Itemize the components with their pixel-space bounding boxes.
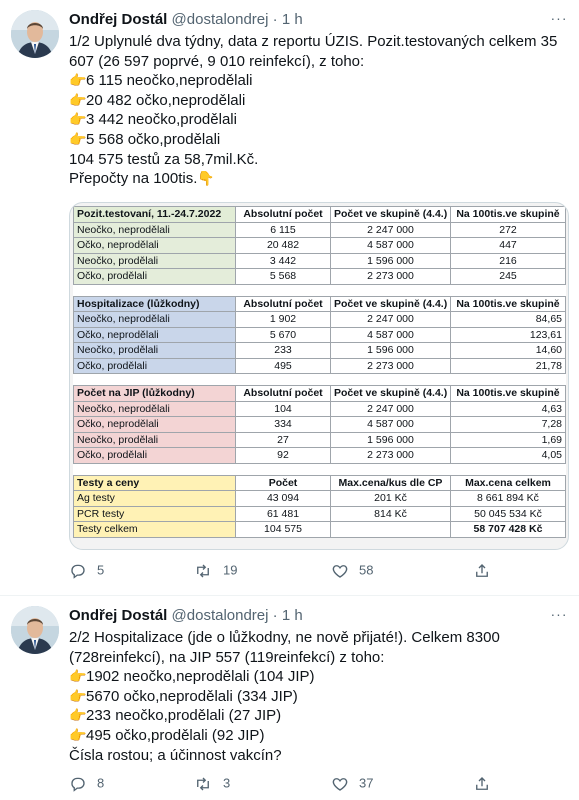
table-cell: 216 [451, 253, 566, 269]
table-cell: 92 [236, 448, 331, 464]
heart-icon [331, 775, 349, 793]
list-item [69, 706, 569, 726]
like-count: 58 [359, 562, 374, 578]
table-header-row [74, 475, 566, 491]
tweet-actions [69, 773, 499, 793]
table-header-row [74, 296, 566, 312]
header-separator: · [272, 11, 278, 28]
tweet-body [69, 10, 569, 189]
reply-button[interactable] [69, 773, 104, 793]
reply-button[interactable] [69, 560, 104, 580]
like-count: 37 [359, 775, 374, 791]
table-cell: 2 273 000 [331, 269, 451, 285]
table-cell: 8 661 894 Kč [451, 491, 566, 507]
table-cell: Neočko, prodělali [74, 343, 236, 359]
tweet-time[interactable]: 1 h [281, 607, 303, 624]
table-cell: 58 707 428 Kč [451, 522, 566, 538]
table-cell: Max.cena celkem [451, 475, 566, 491]
table-row [74, 269, 566, 285]
like-button[interactable] [331, 560, 373, 580]
list-item-text: 5 568 očko,prodělali [86, 130, 221, 148]
table-cell: 3 442 [236, 253, 331, 269]
tweet-text [69, 32, 569, 189]
pointing-hand-icon: 👉 [69, 72, 87, 89]
list-item [69, 71, 569, 91]
table-cell: 245 [451, 269, 566, 285]
table-cell: 14,60 [451, 343, 566, 359]
table-cell: 4 587 000 [331, 417, 451, 433]
table-cell: 104 575 [236, 522, 331, 538]
list-item [69, 667, 569, 687]
share-button[interactable] [473, 560, 501, 580]
table-cell: 50 045 534 Kč [451, 506, 566, 522]
table-spacer-row [74, 463, 566, 475]
reply-count: 5 [97, 562, 105, 578]
like-button[interactable] [331, 773, 373, 793]
pointing-hand-icon: 👉 [69, 726, 87, 743]
retweet-button[interactable] [193, 560, 237, 580]
table-cell: Absolutní počet [236, 296, 331, 312]
table-cell: 1,69 [451, 432, 566, 448]
table-cell: Ag testy [74, 491, 236, 507]
table-cell: 2 273 000 [331, 358, 451, 374]
list-item [69, 687, 569, 707]
table-cell: 1 902 [236, 312, 331, 328]
pointing-hand-icon: 👉 [69, 130, 87, 147]
table-cell: 20 482 [236, 238, 331, 254]
text-line: 104 575 testů za 58,7mil.Kč. [69, 150, 259, 168]
table-cell: 6 115 [236, 222, 331, 238]
list-item [69, 130, 569, 150]
list-item-text: 495 očko,prodělali (92 JIP) [86, 726, 265, 744]
table-cell: Očko, prodělali [74, 358, 236, 374]
pointing-hand-icon: 👉 [69, 707, 87, 724]
table-cell: Počet ve skupině (4.4.) [331, 386, 451, 402]
table-cell: Počet ve skupině (4.4.) [331, 207, 451, 223]
share-icon [473, 775, 491, 793]
table-cell: Očko, prodělali [74, 448, 236, 464]
table-cell: 1 596 000 [331, 253, 451, 269]
table-spacer-row [74, 374, 566, 386]
tweet-header [69, 606, 569, 626]
list-item-text: 233 neočko,prodělali (27 JIP) [86, 707, 282, 725]
table-cell: 2 247 000 [331, 312, 451, 328]
header-separator: · [272, 607, 278, 624]
table-cell: 4,63 [451, 401, 566, 417]
share-button[interactable] [473, 773, 501, 793]
tweet-image[interactable] [69, 202, 569, 550]
tweet-body [69, 606, 569, 765]
tweet-2[interactable] [0, 596, 579, 800]
table-cell: 27 [236, 432, 331, 448]
table-cell: Neočko, neprodělali [74, 401, 236, 417]
table-cell: 123,61 [451, 327, 566, 343]
table-cell: 334 [236, 417, 331, 433]
table-cell: Očko, neprodělali [74, 238, 236, 254]
table-cell: Pozit.testovaní, 11.-24.7.2022 [74, 207, 236, 223]
table-cell: 5 568 [236, 269, 331, 285]
text-line [69, 169, 569, 189]
tweet-actions [69, 560, 499, 580]
heart-icon [331, 562, 349, 580]
pointing-hand-icon: 👉 [69, 91, 87, 108]
table-cell: Počet ve skupině (4.4.) [331, 296, 451, 312]
table-cell: Počet [236, 475, 331, 491]
more-options-icon[interactable]: ··· [550, 606, 568, 622]
list-item-text: 5670 očko,neprodělali (334 JIP) [86, 687, 298, 705]
table-row [74, 448, 566, 464]
text-line: 2/2 Hospitalizace (jde o lůžkodny, ne nově přijaté!). Celkem 8300 [69, 629, 500, 646]
table-row [74, 401, 566, 417]
table-cell: Na 100tis.ve skupině [451, 207, 566, 223]
table-cell: Absolutní počet [236, 386, 331, 402]
table-cell: 7,28 [451, 417, 566, 433]
table-cell: 2 247 000 [331, 222, 451, 238]
table-cell: Neočko, prodělali [74, 253, 236, 269]
reply-icon [69, 775, 87, 793]
reply-count: 8 [97, 775, 105, 791]
table-cell: Hospitalizace (lůžkodny) [74, 296, 236, 312]
author-name[interactable]: Ondřej Dostál [69, 607, 168, 624]
table-cell: 1 596 000 [331, 343, 451, 359]
table-cell: 272 [451, 222, 566, 238]
table-cell: 814 Kč [331, 506, 451, 522]
author-handle[interactable]: @dostalondrej [171, 11, 269, 28]
last-line-text: Přepočty na 100tis. [69, 170, 198, 188]
table-header-row [74, 386, 566, 402]
table-row [74, 506, 566, 522]
table-cell: 21,78 [451, 358, 566, 374]
table-cell: Neočko, neprodělali [74, 222, 236, 238]
avatar[interactable] [11, 10, 59, 58]
table-cell: Testy celkem [74, 522, 236, 538]
text-line: Čísla rostou; a účinnost vakcín? [69, 746, 282, 764]
table-cell: 447 [451, 238, 566, 254]
tweet-text [69, 628, 569, 765]
table-cell: 495 [236, 358, 331, 374]
author-name[interactable]: Ondřej Dostál [69, 11, 168, 28]
share-icon [473, 562, 491, 580]
table-cell: Očko, neprodělali [74, 327, 236, 343]
pointing-hand-icon: 👉 [69, 668, 87, 685]
retweet-button[interactable] [193, 773, 230, 793]
table-cell: 4,05 [451, 448, 566, 464]
pointing-down-icon: 👇 [197, 170, 215, 187]
table-cell: 2 273 000 [331, 448, 451, 464]
table-cell: Očko, prodělali [74, 269, 236, 285]
table-cell: 1 596 000 [331, 432, 451, 448]
pointing-hand-icon: 👉 [69, 111, 87, 128]
table-row [74, 327, 566, 343]
tweet-header [69, 10, 569, 30]
reply-icon [69, 562, 87, 580]
list-item-text: 6 115 neočko,neprodělali [86, 72, 253, 90]
retweet-icon [193, 562, 213, 580]
table-cell: Na 100tis.ve skupině [451, 386, 566, 402]
table-cell: 201 Kč [331, 491, 451, 507]
table-cell: 4 587 000 [331, 327, 451, 343]
list-item [69, 91, 569, 111]
tweet-time[interactable]: 1 h [281, 11, 303, 28]
table-cell: 4 587 000 [331, 238, 451, 254]
table-cell: Očko, neprodělali [74, 417, 236, 433]
table-cell: 43 094 [236, 491, 331, 507]
table-cell: 104 [236, 401, 331, 417]
retweet-count: 19 [223, 562, 238, 578]
more-options-icon[interactable]: ··· [550, 10, 568, 26]
pointing-hand-icon: 👉 [69, 687, 87, 704]
table-cell: Absolutní počet [236, 207, 331, 223]
table-cell: Testy a ceny [74, 475, 236, 491]
retweet-count: 3 [223, 775, 231, 791]
table-row [74, 343, 566, 359]
list-item [69, 726, 569, 746]
list-item-text: 1902 neočko,neprodělali (104 JIP) [86, 668, 315, 686]
list-item [69, 110, 569, 130]
table-cell: Neočko, prodělali [74, 432, 236, 448]
table-row [74, 222, 566, 238]
table-cell: 61 481 [236, 506, 331, 522]
table-cell: Počet na JIP (lůžkodny) [74, 386, 236, 402]
table-row [74, 358, 566, 374]
table-cell: 233 [236, 343, 331, 359]
table-cell: Neočko, neprodělali [74, 312, 236, 328]
table-row [74, 312, 566, 328]
retweet-icon [193, 775, 213, 793]
table-cell: 5 670 [236, 327, 331, 343]
list-item-text: 3 442 neočko,prodělali [86, 111, 237, 129]
text-line: (728reinfekcí), na JIP 557 (119reinfekcí) z toho: [69, 648, 385, 666]
table-cell: Max.cena/kus dle CP [331, 475, 451, 491]
table-row [74, 432, 566, 448]
table-cell: Na 100tis.ve skupině [451, 296, 566, 312]
table-row [74, 238, 566, 254]
table-cell [331, 522, 451, 538]
table-header-row [74, 207, 566, 223]
table-cell: 2 247 000 [331, 401, 451, 417]
table-cell: PCR testy [74, 506, 236, 522]
table-cell: 84,65 [451, 312, 566, 328]
avatar[interactable] [11, 606, 59, 654]
list-item-text: 20 482 očko,neprodělali [86, 91, 246, 109]
table-row [74, 253, 566, 269]
text-line: 1/2 Uplynulé dva týdny, data z reportu ÚZIS. Pozit.testovaných celkem 35 [69, 33, 558, 50]
table-row [74, 417, 566, 433]
data-table [73, 206, 566, 538]
table-row [74, 491, 566, 507]
author-handle[interactable]: @dostalondrej [171, 607, 269, 624]
table-row [74, 522, 566, 538]
text-line: 607 (26 597 poprvé, 9 010 reinfekcí), z toho: [69, 52, 365, 70]
table-spacer-row [74, 284, 566, 296]
